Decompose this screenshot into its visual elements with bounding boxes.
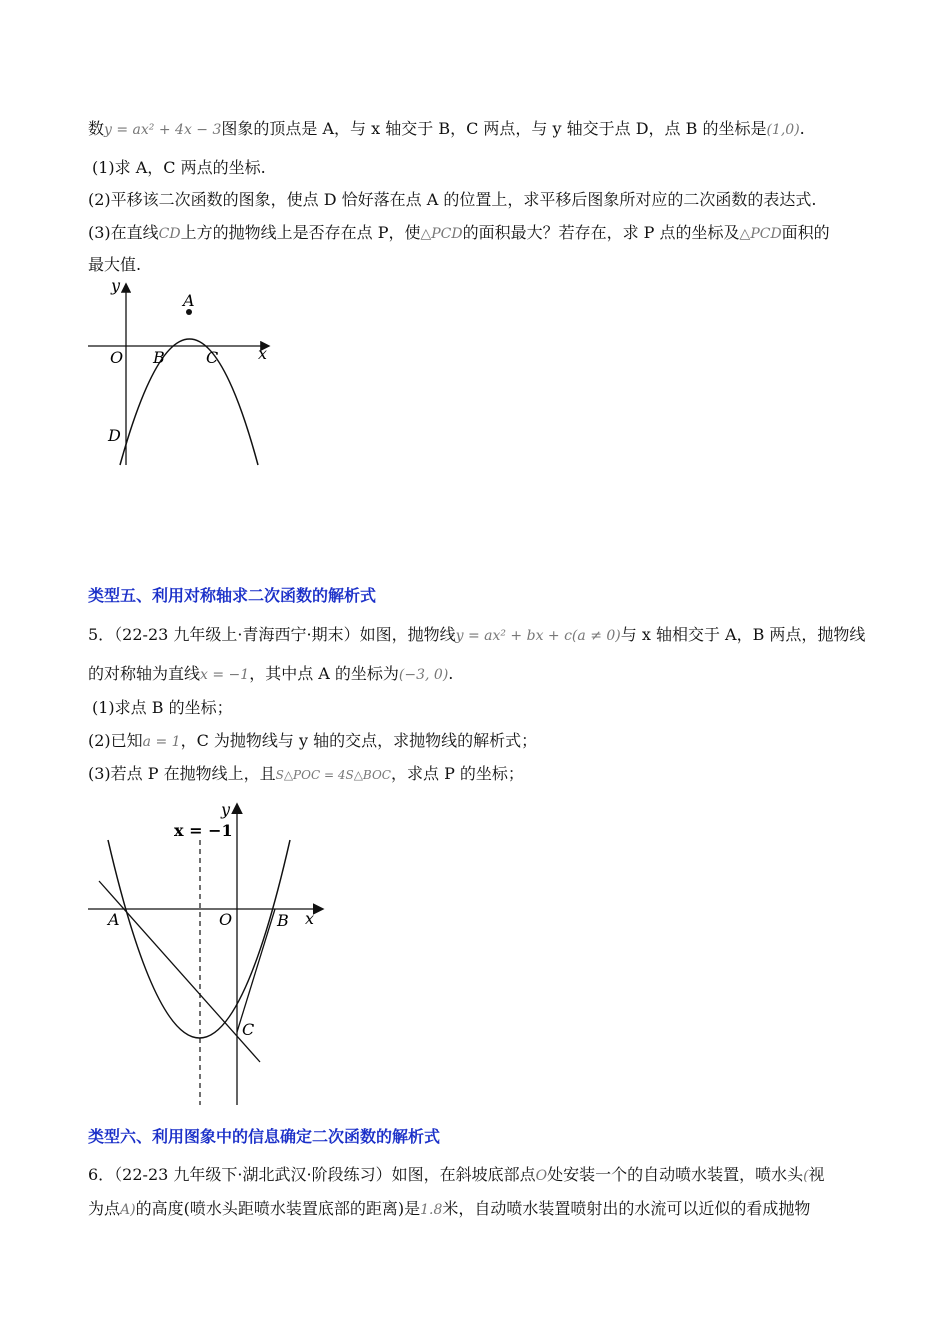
q4-part3-b: 上方的抛物线上是否存在点 P，使 (180, 223, 421, 242)
label-x: x (305, 909, 315, 928)
q6-line2-b: 的高度 (135, 1199, 184, 1218)
q4-line1 (88, 118, 805, 141)
q5-area-eq: S△POC = 4S△BOC (275, 768, 391, 782)
label-y: y (221, 800, 231, 819)
label-o: O (219, 910, 233, 929)
q4-line1-end: . (799, 119, 805, 138)
label-b: B (277, 911, 289, 930)
q5-a-eq: a = 1 (142, 734, 181, 750)
q4-part3 (88, 222, 830, 245)
q6-line1-post: 处安装一个的自动喷水装置，喷水头 (547, 1165, 804, 1184)
q6-line2-d: 是 (404, 1199, 421, 1218)
label-c: C (206, 348, 219, 367)
q4-triangle-pcd-2: △PCD (739, 226, 782, 242)
parabola (108, 840, 290, 1038)
q6-height-value: 1.8 (420, 1202, 443, 1218)
label-y: y (111, 276, 121, 295)
q6-line1-pre: 6．（22-23 九年级下·湖北武汉·阶段练习）如图，在斜坡底部点 (88, 1165, 536, 1184)
q4-part2: (2)平移该二次函数的图象，使点 D 恰好落在点 A 的位置上，求平移后图象所对应的二次函数的表达式. (88, 190, 817, 209)
label-a: A (108, 910, 120, 929)
q6-line2 (88, 1198, 810, 1221)
label-d: D (108, 426, 121, 445)
label-x: x (258, 344, 268, 363)
q5-point-a-coord: (−3, 0) (398, 667, 449, 683)
q5-line1-post: 与 x 轴相交于 A，B 两点，抛物线 (620, 625, 866, 644)
q5-part2-a: (2)已知 (88, 731, 143, 750)
q4-line1-post: 图象的顶点是 A，与 x 轴交于 B，C 两点，与 y 轴交于点 D，点 B 的坐标是 (221, 119, 767, 138)
q4-part3-d: 面积的 (781, 223, 830, 242)
q6-line2-e: 米，自动喷水装置喷射出的水流可以近似的看成抛物 (442, 1199, 811, 1218)
line-ac (99, 881, 260, 1062)
q4-part3-cont: 最大值. (88, 255, 142, 274)
q4-line-cd: CD (158, 226, 181, 242)
q6-line2-a: 为点 (88, 1199, 121, 1218)
q4-part1: (1)求 A，C 两点的坐标. (92, 158, 266, 177)
q5-part1: (1)求点 B 的坐标； (92, 698, 233, 717)
q4-line1-pre: 数 (88, 119, 105, 138)
line-bc (237, 909, 275, 1032)
q5-line1-pre: 5．（22-23 九年级上·青海西宁·期末）如图，抛物线 (88, 625, 456, 644)
section-heading-6: 类型六、利用图象中的信息确定二次函数的解析式 (88, 1127, 441, 1146)
q5-axis-eq: x = −1 (200, 667, 250, 683)
label-a: A (183, 291, 195, 310)
q6-point-o: O (535, 1168, 548, 1184)
q5-line1 (88, 624, 865, 647)
q4-equation: y = ax² + 4x − 3 (104, 122, 222, 138)
q6-line1 (88, 1164, 825, 1187)
q6-paren: ( (803, 1168, 809, 1184)
q5-line2-end: . (448, 664, 454, 683)
q6-line2-c: (喷水头距喷水装置底部的距离) (183, 1199, 405, 1218)
q4-point-b-coord: (1,0) (766, 122, 800, 138)
q5-part3-b: ，求点 P 的坐标； (390, 764, 524, 783)
q5-line2 (88, 663, 453, 686)
label-c: C (242, 1020, 255, 1039)
q5-part3-a: (3)若点 P 在抛物线上，且 (88, 764, 276, 783)
q4-figure (85, 275, 285, 475)
q6-line1-end: 视 (808, 1165, 825, 1184)
q5-part2-b: ，C 为抛物线与 y 轴的交点，求抛物线的解析式； (180, 731, 538, 750)
q5-figure (85, 795, 335, 1110)
q5-line2-mid: ，其中点 A 的坐标为 (249, 664, 399, 683)
q4-part3-c: 的面积最大？若存在，求 P 点的坐标及 (462, 223, 740, 242)
q5-part3 (88, 763, 524, 786)
parabola (120, 339, 258, 465)
section-heading-5: 类型五、利用对称轴求二次函数的解析式 (88, 586, 377, 605)
q4-part3-a: (3)在直线 (88, 223, 159, 242)
q5-line2-pre: 的对称轴为直线 (88, 664, 201, 683)
label-axis: x = −1 (174, 821, 233, 840)
q5-part2 (88, 730, 537, 753)
q5-equation: y = ax² + bx + c(a ≠ 0) (455, 628, 621, 644)
q4-triangle-pcd: △PCD (420, 226, 463, 242)
label-o: O (110, 348, 124, 367)
label-b: B (153, 348, 165, 367)
q6-point-a: A) (120, 1202, 136, 1218)
